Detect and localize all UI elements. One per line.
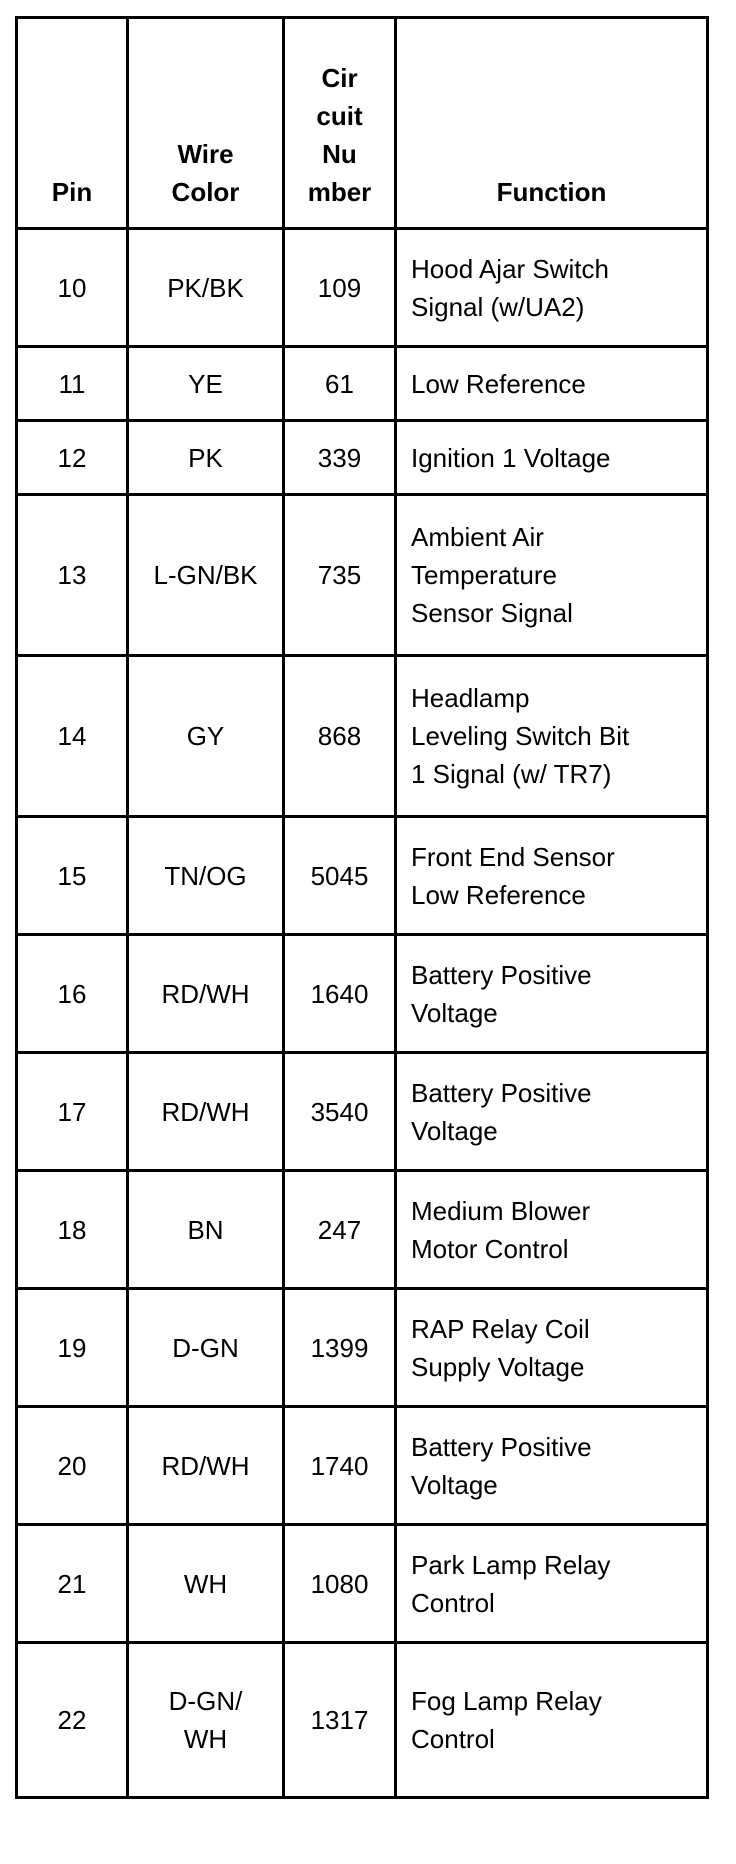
pin-cell: 18 bbox=[17, 1171, 128, 1289]
pin-cell: 13 bbox=[17, 495, 128, 656]
wire-color-cell: D-GN bbox=[128, 1289, 284, 1407]
table-row bbox=[17, 421, 708, 495]
circuit-number-cell: 1640 bbox=[284, 935, 396, 1053]
wire-color-cell: RD/WH bbox=[128, 1053, 284, 1171]
pin-cell: 11 bbox=[17, 347, 128, 421]
function-cell: Battery Positive Voltage bbox=[396, 1407, 708, 1525]
wire-color-cell: PK bbox=[128, 421, 284, 495]
circuit-number-cell: 1080 bbox=[284, 1525, 396, 1643]
function-cell: RAP Relay Coil Supply Voltage bbox=[396, 1289, 708, 1407]
table-row bbox=[17, 817, 708, 935]
connector-pinout-table bbox=[15, 16, 709, 1799]
circuit-number-cell: 61 bbox=[284, 347, 396, 421]
table-row bbox=[17, 495, 708, 656]
wire-color-cell: YE bbox=[128, 347, 284, 421]
table-row bbox=[17, 1171, 708, 1289]
circuit-number-cell: 5045 bbox=[284, 817, 396, 935]
circuit-number-cell: 3540 bbox=[284, 1053, 396, 1171]
circuit-number-cell: 1740 bbox=[284, 1407, 396, 1525]
wire-color-cell: D-GN/ WH bbox=[128, 1643, 284, 1798]
wire-color-cell: RD/WH bbox=[128, 935, 284, 1053]
circuit-number-cell: 339 bbox=[284, 421, 396, 495]
function-cell: Headlamp Leveling Switch Bit 1 Signal (w/ TR7) bbox=[396, 656, 708, 817]
table-row bbox=[17, 1643, 708, 1798]
wire-color-cell: RD/WH bbox=[128, 1407, 284, 1525]
pin-cell: 12 bbox=[17, 421, 128, 495]
wire-color-cell: L-GN/BK bbox=[128, 495, 284, 656]
circuit-number-cell: 1399 bbox=[284, 1289, 396, 1407]
pin-cell: 20 bbox=[17, 1407, 128, 1525]
table-row bbox=[17, 347, 708, 421]
table-row bbox=[17, 656, 708, 817]
wire-color-cell: PK/BK bbox=[128, 229, 284, 347]
function-cell: Ignition 1 Voltage bbox=[396, 421, 708, 495]
function-cell: Battery Positive Voltage bbox=[396, 1053, 708, 1171]
function-cell: Medium Blower Motor Control bbox=[396, 1171, 708, 1289]
pin-cell: 22 bbox=[17, 1643, 128, 1798]
pin-cell: 17 bbox=[17, 1053, 128, 1171]
pin-cell: 16 bbox=[17, 935, 128, 1053]
circuit-number-cell: 868 bbox=[284, 656, 396, 817]
pin-cell: 19 bbox=[17, 1289, 128, 1407]
table-row bbox=[17, 935, 708, 1053]
header-row bbox=[17, 18, 708, 229]
circuit-number-cell: 109 bbox=[284, 229, 396, 347]
wire-color-cell: WH bbox=[128, 1525, 284, 1643]
table-row bbox=[17, 1289, 708, 1407]
table-row bbox=[17, 1407, 708, 1525]
circuit-number-cell: 247 bbox=[284, 1171, 396, 1289]
header-function: Function bbox=[396, 18, 708, 229]
wire-color-cell: BN bbox=[128, 1171, 284, 1289]
wire-color-cell: TN/OG bbox=[128, 817, 284, 935]
function-cell: Battery Positive Voltage bbox=[396, 935, 708, 1053]
header-pin: Pin bbox=[17, 18, 128, 229]
circuit-number-cell: 1317 bbox=[284, 1643, 396, 1798]
function-cell: Ambient Air Temperature Sensor Signal bbox=[396, 495, 708, 656]
circuit-number-cell: 735 bbox=[284, 495, 396, 656]
function-cell: Low Reference bbox=[396, 347, 708, 421]
table-row bbox=[17, 1525, 708, 1643]
table-row bbox=[17, 1053, 708, 1171]
function-cell: Front End Sensor Low Reference bbox=[396, 817, 708, 935]
pin-cell: 10 bbox=[17, 229, 128, 347]
wire-color-cell: GY bbox=[128, 656, 284, 817]
function-cell: Fog Lamp Relay Control bbox=[396, 1643, 708, 1798]
pin-cell: 14 bbox=[17, 656, 128, 817]
table-row bbox=[17, 229, 708, 347]
function-cell: Hood Ajar Switch Signal (w/UA2) bbox=[396, 229, 708, 347]
header-circuit-number: Cir cuit Nu mber bbox=[284, 18, 396, 229]
pin-cell: 21 bbox=[17, 1525, 128, 1643]
header-wire-color: Wire Color bbox=[128, 18, 284, 229]
pin-cell: 15 bbox=[17, 817, 128, 935]
function-cell: Park Lamp Relay Control bbox=[396, 1525, 708, 1643]
connector-pinout-table-wrapper bbox=[15, 16, 709, 1799]
